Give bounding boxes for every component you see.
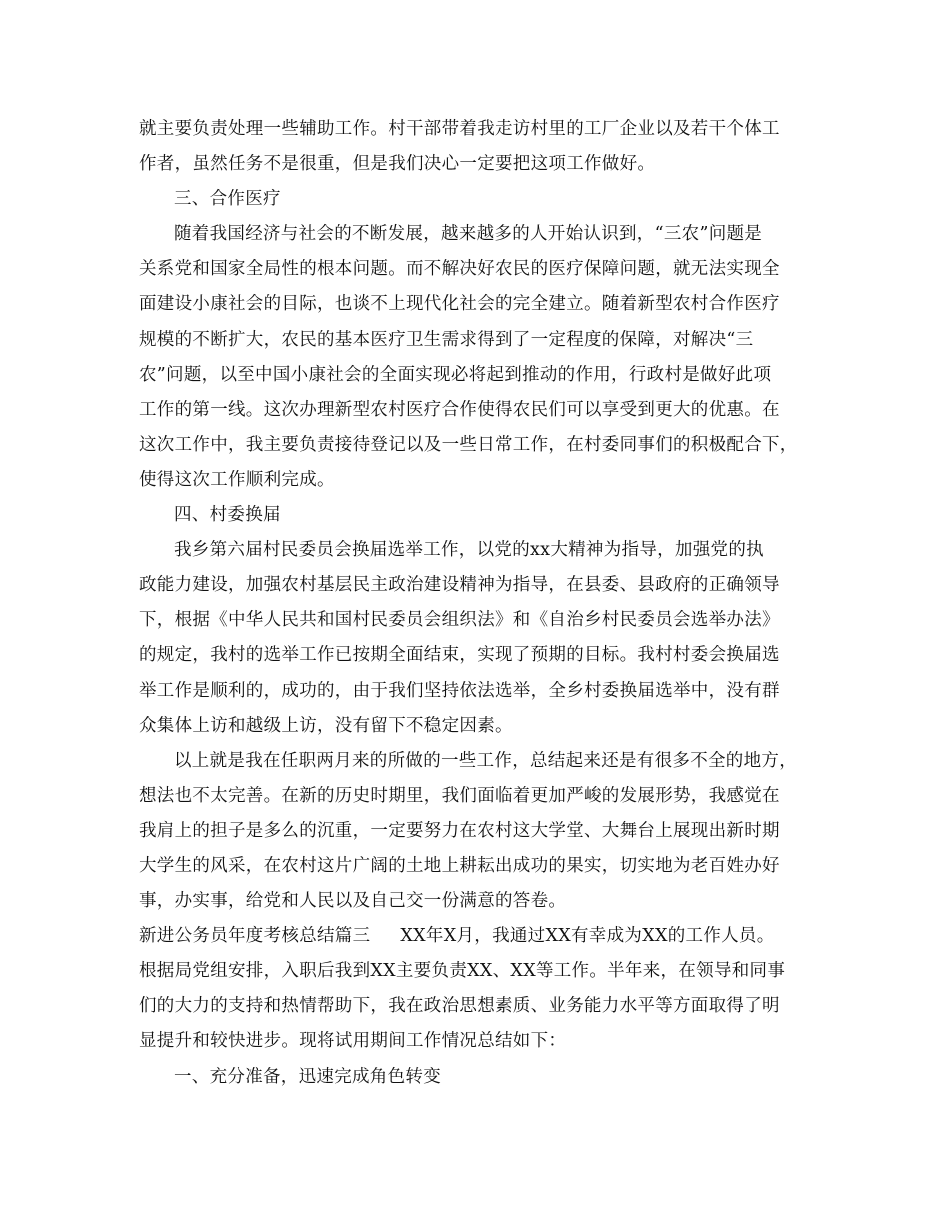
paragraph-line: 这次工作中，我主要负责接待登记以及一些日常工作，在村委同事们的积极配合下， [139,434,798,455]
section-first-text: XX年X月，我通过XX有幸成为XX的工作人员。 [400,926,775,947]
paragraph-line: 面建设小康社会的目际，也谈不上现代化社会的完全建立。随着新型农村合作医疗 [139,294,780,315]
paragraph-line: 作者，虽然任务不是很重，但是我们决心一定要把这项工作做好。 [139,154,656,175]
paragraph-line: 规模的不断扩大，农民的基本医疗卫生需求得到了一定程度的保障，对解决“三 [139,329,754,350]
paragraph-line: 农”问题，以至中国小康社会的全面实现必将起到推动的作用，行政村是做好此项 [139,364,772,385]
paragraph-line: 大学生的风采，在农村这片广阔的土地上耕耘出成功的果实，切实地为老百姓办好 [139,855,780,876]
paragraph-line: 我乡第六届村民委员会换届选举工作，以党的xx大精神为指导，加强党的执 [174,540,764,561]
paragraph-line: 的规定，我村的选举工作已按期全面结束，实现了预期的目标。我村村委会换届选 [139,645,780,666]
paragraph-line: 显提升和较快进步。现将试用期间工作情况总结如下： [139,1031,567,1052]
section-title-line [139,919,823,954]
paragraph-line: 就主要负责处理一些辅助工作。村干部带着我走访村里的工厂企业以及若干个体工 [139,119,780,139]
paragraph-line: 政能力建设，加强农村基层民主政治建设精神为指导，在县委、县政府的正确领导 [139,575,780,596]
paragraph-line: 下，根据《中华人民共和国村民委员会组织法》和《自治乡村民委员会选举办法》 [139,610,780,631]
paragraph-line: 我肩上的担子是多么的沉重，一定要努力在农村这大学堂、大舞台上展现出新时期 [139,820,780,841]
paragraph-line: 根据局党组安排，入职后我到XX主要负责XX、XX等工作。半年来，在领导和同事 [139,961,786,982]
paragraph-line: 关系党和国家全局性的根本问题。而不解决好农民的医疗保障问题，就无法实现全 [139,259,780,280]
paragraph-line: 想法也不太完善。在新的历史时期里，我们面临着更加严峻的发展形势，我感觉在 [139,785,780,806]
section-heading-village-election: 四、村委换届 [174,505,281,526]
paragraph-line: 举工作是顺利的，成功的，由于我们坚持依法选举，全乡村委换届选举中，没有群 [139,680,780,701]
section-heading-cooperative-medical: 三、合作医疗 [174,189,281,210]
paragraph-line: 众集体上访和越级上访，没有留下不稳定因素。 [139,715,513,736]
paragraph-line: 随着我国经济与社会的不断发展，越来越多的人开始认识到，“三农”问题是 [174,224,763,245]
section-title: 新进公务员年度考核总结篇三 [139,926,371,947]
paragraph-line: 工作的第一线。这次办理新型农村医疗合作使得农民们可以享受到更大的优惠。在 [139,399,780,420]
section-heading-role-transition: 一、充分准备，迅速完成角色转变 [174,1066,441,1087]
paragraph-line: 使得这次工作顺利完成。 [139,469,335,490]
paragraph-line: 事，办实事，给党和人民以及自己交一份满意的答卷。 [139,891,567,912]
paragraph-line: 以上就是我在任职两月来的所做的一些工作，总结起来还是有很多不全的地方， [174,750,797,771]
paragraph-line: 们的大力的支持和热情帮助下，我在政治思想素质、业务能力水平等方面取得了明 [139,996,780,1017]
document-body [139,112,823,1095]
